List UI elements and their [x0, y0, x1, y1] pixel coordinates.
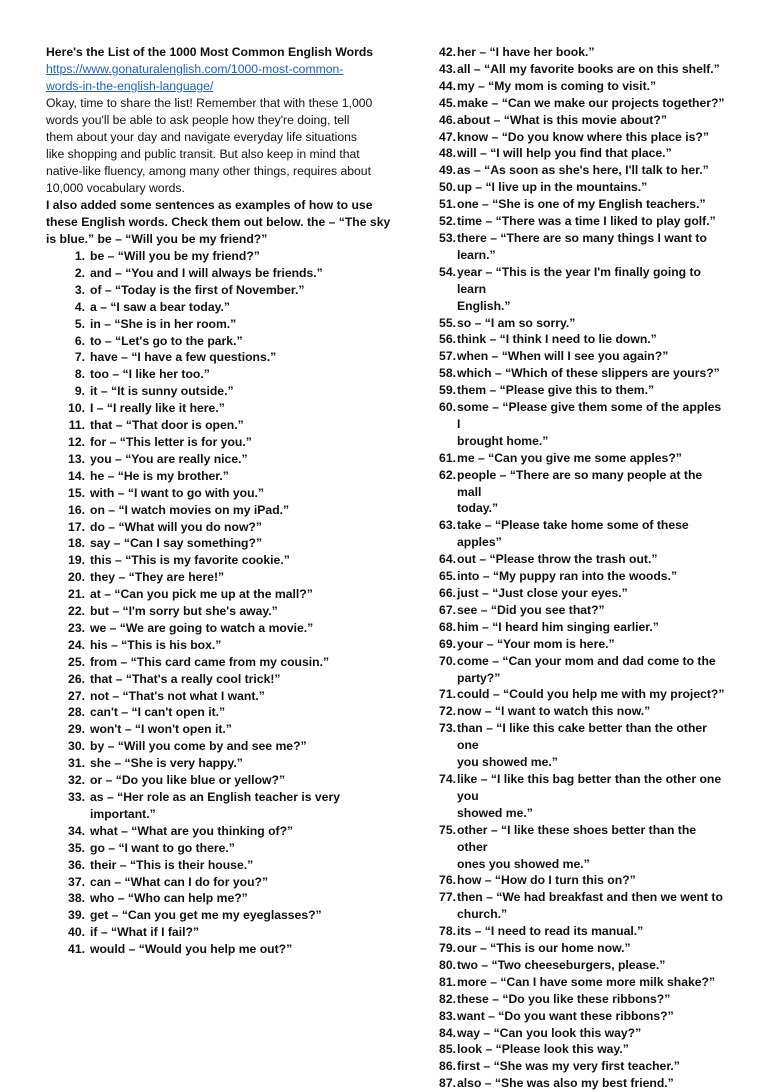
word-list-item	[46, 840, 372, 857]
word-list-item	[46, 654, 372, 671]
intro-line: native-like fluency, among many other things, requires about	[46, 164, 371, 178]
item-text: she – “She is very happy.”	[90, 756, 243, 771]
item-number: 63.	[439, 518, 456, 533]
item-number: 45.	[439, 95, 456, 110]
word-list-item	[46, 704, 372, 721]
word-list-item	[46, 316, 372, 333]
word-list-item	[46, 485, 372, 502]
word-list-item	[427, 95, 727, 112]
word-list-item	[427, 162, 727, 179]
item-number: 13.	[68, 451, 85, 466]
item-number: 30.	[68, 739, 85, 754]
word-list-item	[46, 789, 372, 823]
word-list-item	[46, 451, 372, 468]
item-number: 51.	[439, 197, 456, 212]
word-list-item	[427, 686, 727, 703]
word-list-item	[46, 400, 372, 417]
item-number: 38.	[68, 891, 85, 906]
item-text: too – “I like her too.”	[90, 367, 210, 382]
item-text: her – “I have her book.”	[457, 45, 595, 59]
item-text: can't – “I can't open it.”	[90, 705, 226, 720]
word-list-item	[427, 822, 727, 873]
word-list-item	[427, 213, 727, 230]
item-number: 73.	[439, 721, 456, 736]
item-text: a – “I saw a bear today.”	[90, 299, 230, 314]
word-list-item	[46, 265, 372, 282]
word-list-item	[46, 502, 372, 519]
word-list-item	[427, 720, 727, 771]
word-list-item	[427, 889, 727, 923]
item-text: two – “Two cheeseburgers, please.”	[457, 957, 666, 972]
word-list-item	[427, 467, 727, 518]
item-text: at – “Can you pick me up at the mall?”	[90, 587, 313, 602]
item-text: like – “I like this bag better than the other one you	[457, 771, 722, 803]
item-number: 86.	[439, 1059, 456, 1074]
word-list-item	[427, 1025, 727, 1042]
item-number: 64.	[439, 552, 456, 567]
item-number: 32.	[68, 773, 85, 788]
item-number: 55.	[439, 315, 456, 330]
item-text: him – “I heard him singing earlier.”	[457, 619, 659, 634]
item-number: 71.	[439, 687, 456, 702]
item-text: I – “I really like it here.”	[90, 401, 225, 416]
item-text: they – “They are here!”	[90, 570, 225, 585]
word-list-item	[427, 129, 727, 146]
item-number: 35.	[68, 840, 85, 855]
item-number: 78.	[439, 924, 456, 939]
word-list-item	[46, 823, 372, 840]
item-number: 16.	[68, 502, 85, 517]
word-list-item	[427, 44, 727, 61]
word-list-item	[46, 688, 372, 705]
item-number: 26.	[68, 671, 85, 686]
item-text: these – “Do you like these ribbons?”	[457, 991, 671, 1006]
word-list-item	[427, 1058, 727, 1075]
item-number: 43.	[439, 61, 456, 76]
word-list-item	[427, 145, 727, 162]
item-text: brought home.”	[457, 433, 549, 448]
word-list-item	[427, 1075, 727, 1092]
item-text: other – “I like these shoes better than the other	[457, 822, 697, 854]
item-text: not – “That's not what I want.”	[90, 688, 265, 703]
item-number: 47.	[439, 129, 456, 144]
item-text: or – “Do you like blue or yellow?”	[90, 773, 286, 788]
examples-intro-line: is blue.” be – “Will you be my friend?”	[46, 232, 268, 246]
intro-line: words you'll be able to ask people how they're doing, tell	[46, 113, 350, 127]
item-text: which – “Which of these slippers are yours?”	[457, 366, 720, 381]
item-number: 20.	[68, 570, 85, 585]
word-list-item	[46, 468, 372, 485]
item-number: 25.	[68, 654, 85, 669]
intro-line: 10,000 vocabulary words.	[46, 181, 185, 195]
word-list-item	[46, 535, 372, 552]
item-text: up – “I live up in the mountains.”	[457, 180, 648, 195]
word-list-left	[46, 248, 372, 958]
item-number: 28.	[68, 705, 85, 720]
item-number: 46.	[439, 112, 456, 127]
item-text: out – “Please throw the trash out.”	[457, 552, 658, 567]
item-text: want – “Do you want these ribbons?”	[457, 1008, 674, 1023]
word-list-item	[427, 382, 727, 399]
word-list-item	[427, 179, 727, 196]
item-number: 81.	[439, 974, 456, 989]
word-list-item	[46, 569, 372, 586]
left-column	[46, 44, 391, 958]
intro-line: Okay, time to share the list! Remember that with these 1,000	[46, 96, 373, 110]
item-number: 15.	[68, 485, 85, 500]
word-list-item	[46, 941, 372, 958]
word-list-item	[427, 230, 727, 264]
item-text: when – “When will I see you again?”	[457, 349, 669, 364]
right-column	[427, 44, 727, 1092]
item-text: my – “My mom is coming to visit.”	[457, 78, 657, 93]
item-number: 31.	[68, 756, 85, 771]
item-text: English.”	[457, 298, 511, 313]
item-number: 44.	[439, 78, 456, 93]
item-text: me – “Can you give me some apples?”	[457, 450, 682, 465]
word-list-item	[46, 857, 372, 874]
item-number: 80.	[439, 957, 456, 972]
item-text: that – “That door is open.”	[90, 418, 244, 433]
item-text: there – “There are so many things I want to learn.”	[457, 230, 707, 262]
item-text: could – “Could you help me with my project?”	[457, 687, 725, 702]
item-number: 69.	[439, 636, 456, 651]
item-number: 24.	[68, 637, 85, 652]
item-text: think – “I think I need to lie down.”	[457, 332, 657, 347]
item-text: so – “I am so sorry.”	[457, 315, 576, 330]
item-number: 66.	[439, 586, 456, 600]
item-text: in – “She is in her room.”	[90, 316, 237, 331]
item-number: 57.	[439, 349, 456, 364]
word-list-item	[46, 603, 372, 620]
item-text: we – “We are going to watch a movie.”	[90, 620, 314, 635]
item-text: of – “Today is the first of November.”	[90, 282, 305, 297]
item-number: 40.	[68, 925, 85, 940]
item-text: come – “Can your mom and dad come to the	[457, 653, 716, 668]
word-list-item	[427, 619, 727, 636]
item-number: 49.	[439, 163, 456, 178]
item-number: 5.	[74, 316, 85, 331]
item-number: 37.	[68, 874, 85, 889]
item-text: our – “This is our home now.”	[457, 941, 631, 956]
item-text: also – “She was also my best friend.”	[457, 1076, 674, 1091]
item-text: than – “I like this cake better than the other one	[457, 721, 707, 753]
item-number: 76.	[439, 873, 456, 888]
item-number: 33.	[68, 790, 85, 804]
item-text: about – “What is this movie about?”	[457, 112, 667, 127]
word-list-item	[427, 991, 727, 1008]
word-list-item	[427, 551, 727, 568]
word-list-item	[427, 940, 727, 957]
item-text: go – “I want to go there.”	[90, 840, 235, 855]
item-number: 62.	[439, 467, 456, 482]
word-list-item	[46, 434, 372, 451]
item-number: 17.	[68, 519, 85, 534]
word-list-item	[46, 366, 372, 383]
item-number: 77.	[439, 890, 456, 905]
item-text: by – “Will you come by and see me?”	[90, 739, 307, 754]
item-text: as – “As soon as she's here, I'll talk to her.”	[457, 163, 709, 178]
item-text: just – “Just close your eyes.”	[457, 586, 628, 600]
item-text: your – “Your mom is here.”	[457, 636, 615, 651]
item-number: 61.	[439, 450, 456, 465]
word-list-item	[46, 772, 372, 789]
item-text: do – “What will you do now?”	[90, 519, 262, 534]
item-number: 56.	[439, 332, 456, 347]
word-list-item	[46, 282, 372, 299]
item-number: 83.	[439, 1008, 456, 1023]
item-number: 19.	[68, 553, 85, 568]
intro-line: like shopping and public transit. But also keep in mind that	[46, 147, 360, 161]
word-list-item	[427, 923, 727, 940]
word-list-item	[427, 568, 727, 585]
word-list-item	[427, 1041, 727, 1058]
word-list-item	[46, 586, 372, 603]
item-text: that – “That's a really cool trick!”	[90, 671, 281, 686]
item-text: then – “We had breakfast and then we went to	[457, 890, 723, 905]
item-number: 34.	[68, 823, 85, 838]
item-number: 6.	[74, 333, 85, 348]
item-text: make – “Can we make our projects together?”	[457, 95, 725, 110]
item-text: church.”	[457, 907, 508, 922]
item-text: but – “I'm sorry but she's away.”	[90, 604, 278, 619]
item-text: it – “It is sunny outside.”	[90, 384, 234, 399]
item-number: 85.	[439, 1042, 456, 1057]
item-number: 87.	[439, 1076, 456, 1091]
word-list-item	[427, 602, 727, 619]
item-text: with – “I want to go with you.”	[90, 485, 264, 500]
word-list-item	[427, 703, 727, 720]
item-text: and – “You and I will always be friends.”	[90, 265, 323, 280]
item-text: ones you showed me.”	[457, 856, 590, 871]
item-text: more – “Can I have some more milk shake?”	[457, 974, 716, 989]
word-list-item	[427, 974, 727, 991]
item-text: see – “Did you see that?”	[457, 602, 605, 617]
word-list-item	[427, 653, 727, 687]
word-list-item	[427, 331, 727, 348]
item-number: 79.	[439, 941, 456, 956]
word-list-item	[427, 348, 727, 365]
word-list-item	[46, 333, 372, 350]
item-text: first – “She was my very first teacher.”	[457, 1059, 680, 1074]
item-number: 41.	[68, 942, 85, 957]
item-text: as – “Her role as an English teacher is very	[90, 790, 340, 804]
item-text: his – “This is his box.”	[90, 637, 222, 652]
word-list-item	[46, 248, 372, 265]
item-number: 27.	[68, 688, 85, 703]
item-text: important.”	[90, 806, 156, 821]
item-text: now – “I want to watch this now.”	[457, 704, 651, 719]
word-list-item	[427, 399, 727, 450]
word-list-item	[46, 299, 372, 316]
word-list-item	[427, 112, 727, 129]
item-text: year – “This is the year I'm finally going to learn	[457, 264, 702, 296]
item-number: 60.	[439, 400, 456, 415]
item-text: this – “This is my favorite cookie.”	[90, 553, 290, 568]
item-number: 54.	[439, 264, 456, 279]
item-number: 4.	[74, 299, 85, 314]
item-number: 22.	[68, 604, 85, 619]
item-number: 70.	[439, 653, 456, 668]
item-number: 50.	[439, 180, 456, 195]
item-number: 10.	[68, 401, 85, 416]
item-text: their – “This is their house.”	[90, 857, 254, 872]
item-number: 59.	[439, 383, 456, 398]
word-list-item	[427, 771, 727, 822]
item-number: 14.	[68, 468, 85, 483]
word-list-item	[427, 636, 727, 653]
word-list-item	[427, 315, 727, 332]
word-list-item	[427, 61, 727, 78]
word-list-item	[46, 349, 372, 366]
item-text: would – “Would you help me out?”	[90, 942, 293, 957]
word-list-item	[427, 872, 727, 889]
word-list-item	[46, 417, 372, 434]
item-text: can – “What can I do for you?”	[90, 874, 269, 889]
word-list-item	[427, 365, 727, 382]
word-list-item	[46, 924, 372, 941]
item-text: today.”	[457, 501, 499, 516]
item-text: people – “There are so many people at the mall	[457, 467, 703, 499]
item-number: 53.	[439, 230, 456, 245]
item-text: them – “Please give this to them.”	[457, 383, 655, 398]
item-text: he – “He is my brother.”	[90, 468, 229, 483]
item-number: 1.	[74, 249, 85, 263]
item-number: 65.	[439, 569, 456, 584]
item-text: from – “This card came from my cousin.”	[90, 654, 330, 669]
examples-intro-line: these English words. Check them out below. the – “The sky	[46, 215, 391, 229]
item-text: won't – “I won't open it.”	[90, 722, 232, 737]
item-number: 39.	[68, 908, 85, 923]
item-number: 12.	[68, 434, 85, 449]
item-text: you showed me.”	[457, 755, 558, 770]
source-link[interactable]: https://www.gonaturalenglish.com/1000-most-common-	[46, 62, 344, 76]
word-list-item	[427, 78, 727, 95]
word-list-item	[427, 517, 727, 551]
item-number: 42.	[439, 45, 456, 59]
item-text: time – “There was a time I liked to play golf.”	[457, 214, 716, 229]
item-text: way – “Can you look this way?”	[457, 1025, 642, 1040]
word-list-item	[46, 874, 372, 891]
item-number: 36.	[68, 857, 85, 872]
item-number: 82.	[439, 991, 456, 1006]
item-text: party?”	[457, 670, 501, 685]
item-text: have – “I have a few questions.”	[90, 350, 277, 365]
word-list-item	[427, 450, 727, 467]
intro-paragraph	[46, 95, 372, 197]
item-text: take – “Please take home some of these apples”	[457, 518, 689, 550]
item-text: who – “Who can help me?”	[90, 891, 248, 906]
word-list-item	[46, 519, 372, 536]
item-number: 52.	[439, 214, 456, 229]
word-list-item	[46, 671, 372, 688]
word-list-item	[46, 637, 372, 654]
item-number: 29.	[68, 722, 85, 737]
item-text: what – “What are you thinking of?”	[90, 823, 294, 838]
item-text: on – “I watch movies on my iPad.”	[90, 502, 290, 517]
item-text: be – “Will you be my friend?”	[90, 249, 260, 263]
word-list-item	[46, 738, 372, 755]
item-number: 58.	[439, 366, 456, 381]
examples-intro	[46, 197, 391, 248]
item-number: 3.	[74, 282, 85, 297]
word-list-item	[46, 552, 372, 569]
word-list-item	[46, 721, 372, 738]
item-number: 18.	[68, 536, 85, 551]
item-number: 72.	[439, 704, 456, 719]
item-number: 8.	[74, 367, 85, 382]
item-text: you – “You are really nice.”	[90, 451, 248, 466]
intro-line: them about your day and navigate everyday life situations	[46, 130, 357, 144]
word-list-item	[427, 196, 727, 213]
word-list-item	[46, 890, 372, 907]
item-text: say – “Can I say something?”	[90, 536, 263, 551]
item-number: 74.	[439, 771, 456, 786]
item-text: if – “What if I fail?”	[90, 925, 200, 940]
item-number: 84.	[439, 1025, 456, 1040]
item-text: get – “Can you get me my eyeglasses?”	[90, 908, 322, 923]
item-text: how – “How do I turn this on?”	[457, 873, 636, 888]
item-text: look – “Please look this way.”	[457, 1042, 629, 1057]
item-number: 23.	[68, 620, 85, 635]
document-title: Here's the List of the 1000 Most Common English Words	[46, 45, 374, 59]
item-text: to – “Let's go to the park.”	[90, 333, 243, 348]
item-number: 9.	[74, 384, 85, 399]
word-list-item	[427, 585, 727, 602]
word-list-item	[427, 1008, 727, 1025]
item-text: know – “Do you know where this place is?”	[457, 129, 709, 144]
item-text: for – “This letter is for you.”	[90, 434, 252, 449]
word-list-item	[46, 907, 372, 924]
item-text: into – “My puppy ran into the woods.”	[457, 569, 678, 584]
item-number: 7.	[74, 350, 85, 365]
item-text: its – “I need to read its manual.”	[457, 924, 644, 939]
item-number: 67.	[439, 602, 456, 617]
word-list-item	[427, 957, 727, 974]
word-list-item	[46, 755, 372, 772]
item-text: all – “All my favorite books are on this shelf.”	[457, 61, 720, 76]
item-text: showed me.”	[457, 805, 533, 820]
word-list-item	[427, 264, 727, 315]
item-number: 2.	[74, 265, 85, 280]
source-link-continued[interactable]: words-in-the-english-language/	[46, 79, 214, 93]
examples-intro-line: I also added some sentences as examples of how to use	[46, 198, 373, 212]
word-list-right	[427, 44, 727, 1092]
item-text: some – “Please give them some of the apples I	[457, 400, 722, 431]
item-text: will – “I will help you find that place.”	[457, 146, 672, 161]
item-number: 68.	[439, 619, 456, 634]
item-number: 21.	[68, 587, 85, 602]
item-number: 75.	[439, 822, 456, 837]
word-list-item	[46, 620, 372, 637]
item-number: 11.	[68, 418, 85, 433]
item-text: one – “She is one of my English teachers.”	[457, 197, 706, 212]
item-number: 48.	[439, 146, 456, 161]
word-list-item	[46, 383, 372, 400]
